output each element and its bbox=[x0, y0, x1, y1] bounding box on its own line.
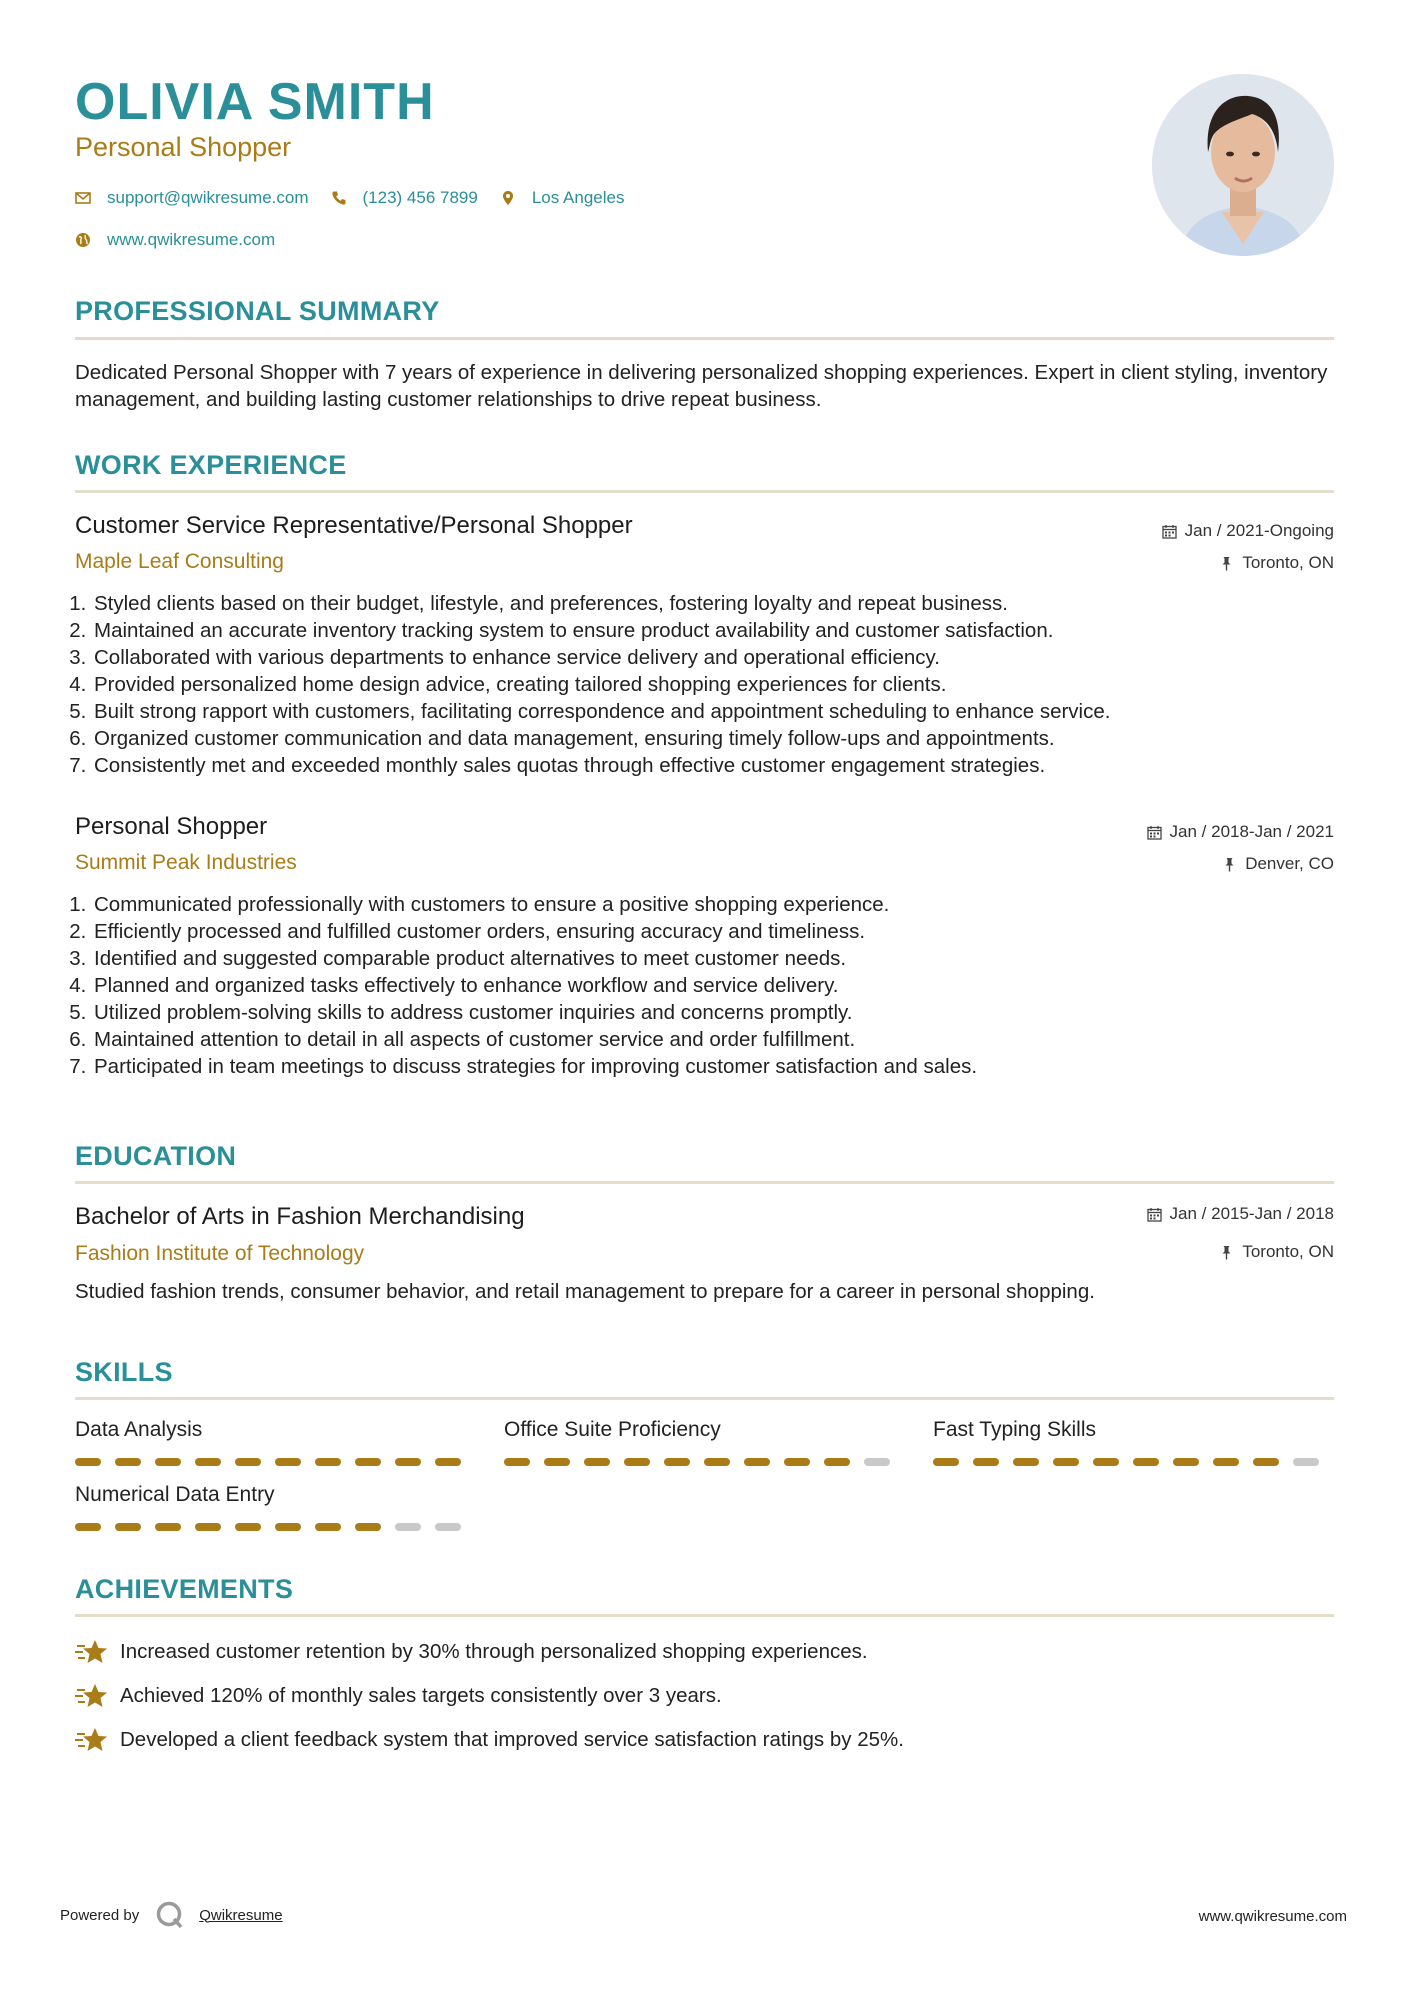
skill-dash-filled bbox=[704, 1458, 730, 1466]
list-item: 3. Collaborated with various departments to enhance service delivery and operational efficiency. bbox=[92, 644, 1362, 671]
achievements-heading: ACHIEVEMENTS bbox=[75, 1574, 294, 1604]
skill-dash-filled bbox=[435, 1458, 461, 1466]
list-item: 3. Identified and suggested comparable product alternatives to meet customer needs. bbox=[92, 945, 1362, 972]
list-item: 4. Planned and organized tasks effectively to enhance workflow and service delivery. bbox=[92, 972, 1362, 999]
education-description: Studied fashion trends, consumer behavior, and retail management to prepare for a career in personal shopping. bbox=[75, 1280, 1095, 1303]
skill-dash-filled bbox=[195, 1523, 221, 1531]
job-1-role: Customer Service Representative/Personal Shopper bbox=[75, 512, 633, 539]
list-item: 1. Communicated professionally with customers to ensure a positive shopping experience. bbox=[92, 891, 1362, 918]
job-1-bullets bbox=[70, 590, 1362, 779]
skill-dash-filled bbox=[355, 1523, 381, 1531]
location-text: Los Angeles bbox=[531, 188, 625, 207]
skill-meter bbox=[504, 1458, 904, 1466]
skill-meter bbox=[75, 1458, 475, 1466]
footer-url[interactable]: www.qwikresume.com bbox=[1198, 1908, 1347, 1925]
skill-dash-filled bbox=[933, 1458, 959, 1466]
skill-dash-filled bbox=[824, 1458, 850, 1466]
list-item: 4. Provided personalized home design advice, creating tailored shopping experiences for clients. bbox=[92, 671, 1362, 698]
skill-dash-filled bbox=[235, 1458, 261, 1466]
profile-photo-illustration bbox=[1152, 74, 1334, 256]
skill-dash-filled bbox=[275, 1458, 301, 1466]
job-2-dates bbox=[1147, 822, 1334, 842]
list-item: 6. Maintained attention to detail in all aspects of customer service and order fulfillment. bbox=[92, 1026, 1362, 1053]
achievement-item bbox=[75, 1682, 722, 1710]
qwikresume-link[interactable]: Qwikresume bbox=[199, 1906, 283, 1924]
education-dates bbox=[1147, 1204, 1334, 1224]
skills-heading: SKILLS bbox=[75, 1357, 173, 1387]
skill-dash-filled bbox=[155, 1458, 181, 1466]
skill-dash-filled bbox=[1093, 1458, 1119, 1466]
achievement-text: Achieved 120% of monthly sales targets consistently over 3 years. bbox=[120, 1684, 722, 1707]
phone-icon bbox=[331, 190, 347, 206]
pushpin-icon bbox=[1219, 1245, 1234, 1260]
calendar-icon bbox=[1147, 825, 1162, 840]
skill-dash-filled bbox=[1213, 1458, 1239, 1466]
skill-dash-filled bbox=[155, 1523, 181, 1531]
achievement-text: Developed a client feedback system that improved service satisfaction ratings by 25%. bbox=[120, 1728, 904, 1751]
skill-dash-filled bbox=[664, 1458, 690, 1466]
job-1-company: Maple Leaf Consulting bbox=[75, 550, 284, 573]
skill-dash-filled bbox=[1173, 1458, 1199, 1466]
skill-dash-filled bbox=[544, 1458, 570, 1466]
job-2-bullets bbox=[70, 891, 1362, 1080]
job-1-dates-text: Jan / 2021-Ongoing bbox=[1184, 521, 1334, 540]
calendar-icon bbox=[1147, 1207, 1162, 1222]
contact-location bbox=[500, 188, 625, 208]
skill-dash-filled bbox=[115, 1458, 141, 1466]
job-2-location bbox=[1222, 854, 1334, 874]
envelope-icon bbox=[75, 190, 91, 206]
list-item: 5. Utilized problem-solving skills to address customer inquiries and concerns promptly. bbox=[92, 999, 1362, 1026]
skill-label: Data Analysis bbox=[75, 1418, 203, 1441]
education-location-text: Toronto, ON bbox=[1242, 1242, 1334, 1261]
star-icon bbox=[75, 1682, 108, 1710]
skill-data-analysis bbox=[75, 1418, 475, 1466]
skill-dash-filled bbox=[624, 1458, 650, 1466]
experience-heading: WORK EXPERIENCE bbox=[75, 450, 347, 480]
achievement-text: Increased customer retention by 30% through personalized shopping experiences. bbox=[120, 1640, 868, 1663]
skill-dash-filled bbox=[195, 1458, 221, 1466]
job-2-role: Personal Shopper bbox=[75, 813, 268, 840]
skill-dash-filled bbox=[395, 1458, 421, 1466]
skill-dash-filled bbox=[315, 1523, 341, 1531]
skill-dash-filled bbox=[584, 1458, 610, 1466]
list-item: 1. Styled clients based on their budget, lifestyle, and preferences, fostering loyalty and repeat business. bbox=[92, 590, 1362, 617]
skill-dash-filled bbox=[275, 1523, 301, 1531]
qwikresume-logo-icon bbox=[155, 1900, 185, 1930]
achievements-divider bbox=[75, 1614, 1334, 1617]
candidate-name: OLIVIA SMITH bbox=[75, 73, 435, 131]
contact-row-primary bbox=[75, 188, 646, 208]
skill-dash-filled bbox=[784, 1458, 810, 1466]
skill-dash-filled bbox=[115, 1523, 141, 1531]
list-item: 6. Organized customer communication and data management, ensuring timely follow-ups and appointments. bbox=[92, 725, 1362, 752]
job-2-dates-text: Jan / 2018-Jan / 2021 bbox=[1169, 822, 1334, 841]
profile-photo bbox=[1152, 74, 1334, 256]
skill-dash-empty bbox=[435, 1523, 461, 1531]
achievement-item bbox=[75, 1726, 904, 1754]
footer-powered-by bbox=[60, 1900, 283, 1930]
job-1-dates bbox=[1162, 521, 1334, 541]
skills-divider bbox=[75, 1397, 1334, 1400]
skill-dash-filled bbox=[1053, 1458, 1079, 1466]
skill-dash-filled bbox=[1133, 1458, 1159, 1466]
achievement-item bbox=[75, 1638, 868, 1666]
star-icon bbox=[75, 1638, 108, 1666]
skill-dash-filled bbox=[75, 1523, 101, 1531]
skill-dash-filled bbox=[1253, 1458, 1279, 1466]
contact-row-secondary bbox=[75, 230, 297, 250]
education-location bbox=[1219, 1242, 1334, 1262]
summary-text: Dedicated Personal Shopper with 7 years of experience in delivering personalized shopping experiences. Expert in client styling, inventory management, and building lasting customer relationships to drive repeat business. bbox=[75, 361, 1328, 411]
candidate-title: Personal Shopper bbox=[75, 132, 292, 162]
education-degree: Bachelor of Arts in Fashion Merchandising bbox=[75, 1203, 525, 1230]
website-text: www.qwikresume.com bbox=[107, 230, 276, 249]
job-2-company: Summit Peak Industries bbox=[75, 851, 297, 874]
education-heading: EDUCATION bbox=[75, 1141, 237, 1171]
skill-label: Numerical Data Entry bbox=[75, 1483, 275, 1506]
email-text: support@qwikresume.com bbox=[107, 188, 309, 207]
skill-dash-empty bbox=[864, 1458, 890, 1466]
education-divider bbox=[75, 1181, 1334, 1184]
skill-label: Fast Typing Skills bbox=[933, 1418, 1097, 1441]
skill-dash-empty bbox=[1293, 1458, 1319, 1466]
calendar-icon bbox=[1162, 524, 1177, 539]
pushpin-icon bbox=[1219, 556, 1234, 571]
pushpin-icon bbox=[1222, 857, 1237, 872]
contact-website[interactable] bbox=[75, 230, 275, 250]
powered-by-label: Powered by bbox=[60, 1906, 140, 1924]
map-pin-icon bbox=[500, 190, 516, 206]
job-1-location-text: Toronto, ON bbox=[1242, 553, 1334, 572]
summary-heading: PROFESSIONAL SUMMARY bbox=[75, 296, 440, 326]
contact-email[interactable] bbox=[75, 188, 309, 208]
skill-dash-filled bbox=[315, 1458, 341, 1466]
skill-label: Office Suite Proficiency bbox=[504, 1418, 721, 1441]
list-item: 2. Maintained an accurate inventory tracking system to ensure product availability and customer satisfaction. bbox=[92, 617, 1362, 644]
education-school: Fashion Institute of Technology bbox=[75, 1242, 365, 1265]
skill-meter bbox=[75, 1523, 475, 1531]
skill-office-suite bbox=[504, 1418, 904, 1466]
star-icon bbox=[75, 1726, 108, 1754]
skill-fast-typing bbox=[933, 1418, 1333, 1466]
education-dates-text: Jan / 2015-Jan / 2018 bbox=[1169, 1204, 1334, 1223]
skill-dash-filled bbox=[504, 1458, 530, 1466]
job-1-location bbox=[1219, 553, 1334, 573]
skill-dash-filled bbox=[1013, 1458, 1039, 1466]
list-item: 7. Participated in team meetings to discuss strategies for improving customer satisfaction and sales. bbox=[92, 1053, 1362, 1080]
skill-dash-filled bbox=[235, 1523, 261, 1531]
contact-phone[interactable] bbox=[331, 188, 478, 208]
skill-numerical-data-entry bbox=[75, 1483, 475, 1531]
skill-dash-filled bbox=[744, 1458, 770, 1466]
phone-text: (123) 456 7899 bbox=[362, 188, 478, 207]
skill-dash-filled bbox=[973, 1458, 999, 1466]
list-item: 5. Built strong rapport with customers, facilitating correspondence and appointment scheduling to enhance service. bbox=[92, 698, 1362, 725]
skill-dash-empty bbox=[395, 1523, 421, 1531]
summary-divider bbox=[75, 337, 1334, 340]
list-item: 2. Efficiently processed and fulfilled customer orders, ensuring accuracy and timeliness. bbox=[92, 918, 1362, 945]
skill-meter bbox=[933, 1458, 1333, 1466]
skill-dash-filled bbox=[75, 1458, 101, 1466]
experience-divider bbox=[75, 490, 1334, 493]
globe-icon bbox=[75, 232, 91, 248]
job-2-location-text: Denver, CO bbox=[1245, 854, 1334, 873]
list-item: 7. Consistently met and exceeded monthly sales quotas through effective customer engagement strategies. bbox=[92, 752, 1362, 779]
skill-dash-filled bbox=[355, 1458, 381, 1466]
